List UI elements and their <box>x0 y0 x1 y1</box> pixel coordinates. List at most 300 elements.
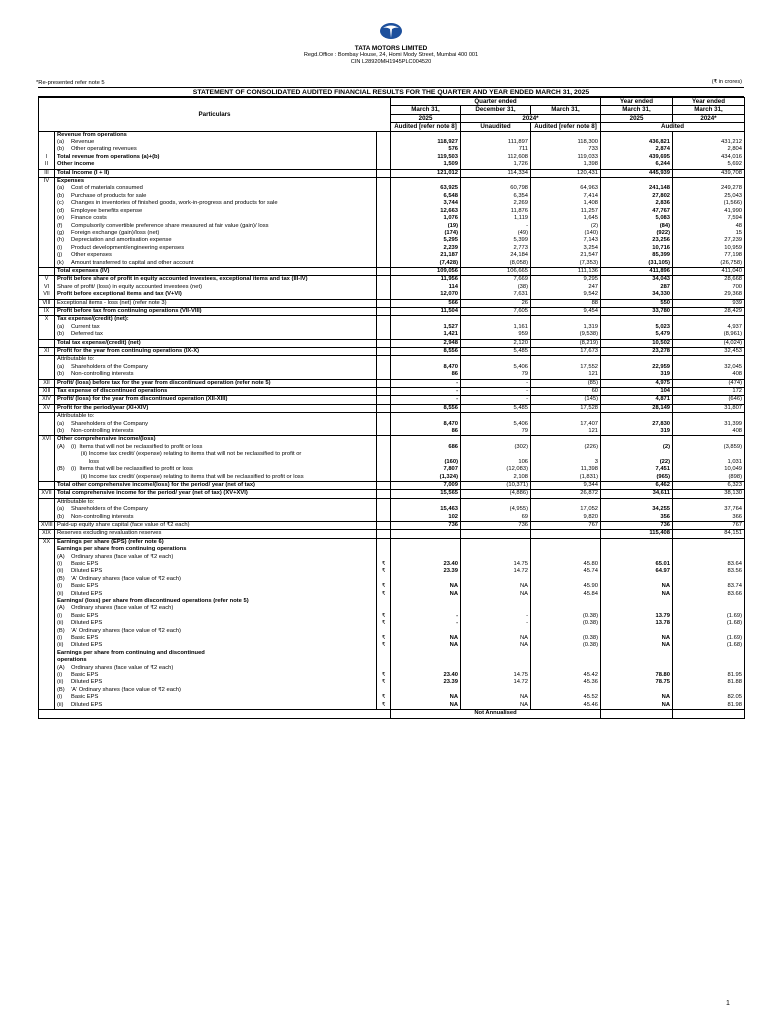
row-number <box>39 702 55 710</box>
row-number <box>39 554 55 561</box>
value-cell: (1,566) <box>673 200 745 207</box>
row-sub-label: (d) <box>57 207 65 214</box>
table-row <box>39 371 745 379</box>
value-cell: 83.74 <box>673 583 745 590</box>
value-cell: 47,767 <box>601 208 673 215</box>
value-cell: (302) <box>461 444 531 451</box>
currency-symbol <box>377 598 391 605</box>
currency-symbol <box>377 687 391 694</box>
currency-symbol <box>377 284 391 291</box>
value-cell: 17,673 <box>531 348 601 356</box>
value-cell <box>601 538 673 546</box>
table-row <box>39 267 745 275</box>
currency-symbol <box>377 131 391 139</box>
value-cell <box>601 605 673 612</box>
table-row <box>39 481 745 489</box>
value-cell: (4,886) <box>461 490 531 498</box>
table-row <box>39 591 745 598</box>
row-sub-label: (b) <box>57 331 65 338</box>
value-cell: 7,594 <box>673 215 745 222</box>
row-number <box>39 687 55 694</box>
table-row <box>39 307 745 315</box>
row-label-text: Finance costs <box>71 215 107 222</box>
value-cell: 576 <box>391 146 461 153</box>
row-label: Total other comprehensive income/(loss) for the period/ year (net of tax) <box>55 481 377 489</box>
value-cell: 17,528 <box>531 404 601 412</box>
row-label-text: Revenue <box>71 139 95 146</box>
value-cell <box>461 316 531 324</box>
row-number: XIII <box>39 388 55 396</box>
table-row <box>39 208 745 215</box>
value-cell <box>531 628 601 635</box>
row-label: Expenses <box>55 178 377 186</box>
row-label-text: Amount transferred to capital and other account <box>71 259 194 266</box>
statement-title: STATEMENT OF CONSOLIDATED AUDITED FINANCIAL RESULTS FOR THE QUARTER AND YEAR ENDED MARCH 31, 2025 <box>38 87 744 97</box>
row-number <box>39 620 55 627</box>
value-cell <box>391 657 461 664</box>
currency-symbol <box>377 324 391 331</box>
col5-date: March 31, <box>673 106 745 114</box>
col3-date: March 31, <box>531 106 601 114</box>
value-cell: 2,120 <box>461 339 531 347</box>
value-cell: 114,334 <box>461 169 531 177</box>
value-cell: - <box>391 396 461 404</box>
row-number <box>39 237 55 244</box>
value-cell <box>673 687 745 694</box>
table-row <box>39 237 745 244</box>
table-row <box>39 223 745 230</box>
col5-year: 2024* <box>673 114 745 122</box>
value-cell <box>673 316 745 324</box>
value-cell: 439,695 <box>601 154 673 161</box>
value-cell: 65.01 <box>601 561 673 568</box>
currency-symbol <box>377 267 391 275</box>
table-row <box>39 514 745 522</box>
currency-symbol <box>377 154 391 161</box>
value-cell: 14.75 <box>461 672 531 679</box>
row-label-text: Changes in inventories of finished goods, work-in-progress and products for sale <box>71 200 278 207</box>
row-number <box>39 146 55 153</box>
value-cell: - <box>461 223 531 230</box>
row-label <box>55 583 377 590</box>
table-row <box>39 260 745 268</box>
row-label-text: Diluted EPS <box>71 679 103 686</box>
row-label-text: loss <box>71 458 100 465</box>
value-cell <box>461 687 531 694</box>
value-cell: 23.40 <box>391 561 461 568</box>
value-cell: 84,151 <box>673 530 745 538</box>
value-cell <box>673 657 745 664</box>
value-cell: 959 <box>461 331 531 339</box>
value-cell: 1,527 <box>391 324 461 331</box>
value-cell: 10,716 <box>601 245 673 252</box>
currency-symbol <box>377 356 391 364</box>
value-cell: 85,399 <box>601 252 673 259</box>
value-cell <box>673 605 745 612</box>
row-number <box>39 672 55 679</box>
value-cell: 64,963 <box>531 185 601 192</box>
value-cell: 45.46 <box>531 702 601 710</box>
row-number: V <box>39 276 55 284</box>
value-cell: (174) <box>391 230 461 237</box>
currency-symbol <box>377 193 391 200</box>
row-label <box>55 514 377 522</box>
table-row <box>39 230 745 237</box>
value-cell: - <box>461 613 531 620</box>
row-sub-label: (g) <box>57 229 65 236</box>
value-cell: 8,556 <box>391 348 461 356</box>
value-cell <box>391 650 461 657</box>
table-row <box>39 650 745 657</box>
value-cell <box>461 598 531 605</box>
footnote: *Re-presented refer note 5 <box>36 80 105 86</box>
value-cell: 5,485 <box>461 348 531 356</box>
value-cell <box>391 436 461 444</box>
value-cell <box>601 436 673 444</box>
row-number <box>39 444 55 451</box>
value-cell: 7,807 <box>391 466 461 473</box>
row-number <box>39 428 55 436</box>
row-number <box>39 185 55 192</box>
table-row <box>39 215 745 222</box>
value-cell: 5,692 <box>673 161 745 169</box>
value-cell: (9,538) <box>531 331 601 339</box>
value-cell: 411,040 <box>673 267 745 275</box>
row-sub-label: (A) <box>57 664 65 671</box>
value-cell: 21,187 <box>391 252 461 259</box>
row-sub-label: (i) <box>57 672 63 679</box>
value-cell <box>531 598 601 605</box>
row-label <box>55 193 377 200</box>
value-cell: 2,874 <box>601 146 673 153</box>
currency-symbol <box>377 421 391 428</box>
value-cell: (160) <box>391 459 461 466</box>
currency-symbol <box>377 169 391 177</box>
value-cell: (0.38) <box>531 620 601 627</box>
row-sub-label: (b) <box>57 428 65 435</box>
value-cell: NA <box>461 702 531 710</box>
value-cell <box>391 538 461 546</box>
value-cell <box>673 665 745 672</box>
row-label <box>55 554 377 561</box>
row-label-text: Deferred tax <box>71 331 103 338</box>
value-cell: - <box>461 379 531 387</box>
year-ended-header-2: Year ended <box>673 98 745 106</box>
value-cell: (646) <box>673 396 745 404</box>
value-cell: NA <box>601 635 673 642</box>
row-label-text: Purchase of products for sale <box>71 192 147 199</box>
currency-symbol <box>377 474 391 482</box>
row-label-text: Current tax <box>71 323 100 330</box>
value-cell: (4,955) <box>461 506 531 513</box>
value-cell <box>391 628 461 635</box>
value-cell <box>391 131 461 139</box>
value-cell: 82.05 <box>673 694 745 701</box>
value-cell <box>673 131 745 139</box>
value-cell: 114 <box>391 284 461 291</box>
value-cell: 86 <box>391 428 461 436</box>
row-number <box>39 356 55 364</box>
row-sub-label: (b) <box>57 192 65 199</box>
value-cell: 12,070 <box>391 291 461 299</box>
value-cell <box>673 356 745 364</box>
value-cell: - <box>461 388 531 396</box>
value-cell: - <box>391 613 461 620</box>
row-label <box>55 702 377 710</box>
value-cell: 2,773 <box>461 245 531 252</box>
value-cell: 4,975 <box>601 379 673 387</box>
value-cell: (965) <box>601 474 673 482</box>
value-cell: 7,009 <box>391 481 461 489</box>
row-number: XX <box>39 538 55 546</box>
currency-symbol <box>377 223 391 230</box>
value-cell <box>531 546 601 553</box>
currency-symbol <box>377 506 391 513</box>
table-row <box>39 324 745 331</box>
row-number <box>39 193 55 200</box>
value-cell <box>673 413 745 421</box>
row-number <box>39 474 55 482</box>
value-cell: 24,184 <box>461 252 531 259</box>
row-label: Profit for the period/year (XI+XIV) <box>55 404 377 412</box>
value-cell <box>391 605 461 612</box>
currency-symbol <box>377 348 391 356</box>
table-row <box>39 576 745 583</box>
row-label: Attributable to: <box>55 498 377 506</box>
value-cell: 5,399 <box>461 237 531 244</box>
row-label: Profit before exceptional items and tax (V+VI) <box>55 291 377 299</box>
value-cell: 5,406 <box>461 364 531 371</box>
currency-symbol <box>377 371 391 379</box>
currency-symbol <box>377 276 391 284</box>
value-cell: (0.38) <box>531 642 601 649</box>
value-cell: 2,804 <box>673 146 745 153</box>
row-label <box>55 561 377 568</box>
row-label-text: Diluted EPS <box>71 642 103 649</box>
value-cell <box>391 546 461 553</box>
currency-symbol <box>377 339 391 347</box>
value-cell: 111,136 <box>531 267 601 275</box>
value-cell: (898) <box>673 474 745 482</box>
table-row <box>39 459 745 466</box>
table-row <box>39 620 745 627</box>
value-cell <box>673 538 745 546</box>
row-label-text: Cost of materials consumed <box>71 185 143 192</box>
value-cell: (49) <box>461 230 531 237</box>
value-cell: 1,421 <box>391 331 461 339</box>
currency-symbol <box>377 490 391 498</box>
row-sub-label: (e) <box>57 215 65 222</box>
value-cell: 2,836 <box>601 200 673 207</box>
value-cell: 32,453 <box>673 348 745 356</box>
row-label <box>55 474 377 482</box>
value-cell <box>531 178 601 186</box>
value-cell: 6,354 <box>461 193 531 200</box>
table-row <box>39 628 745 635</box>
value-cell: 13.79 <box>601 613 673 620</box>
value-cell: 5,023 <box>601 324 673 331</box>
value-cell: 28,668 <box>673 276 745 284</box>
value-cell: 7,414 <box>531 193 601 200</box>
row-label <box>55 679 377 686</box>
currency-symbol <box>377 139 391 146</box>
value-cell: 106 <box>461 459 531 466</box>
row-number: XI <box>39 348 55 356</box>
value-cell: 686 <box>391 444 461 451</box>
particulars-header: Particulars <box>39 98 391 132</box>
currency-symbol <box>377 388 391 396</box>
value-cell: 15 <box>673 230 745 237</box>
row-label: Total tax expense/(credit) (net) <box>55 339 377 347</box>
table-row <box>39 154 745 161</box>
row-label <box>55 466 377 473</box>
value-cell: 34,043 <box>601 276 673 284</box>
value-cell: 17,407 <box>531 421 601 428</box>
value-cell <box>461 131 531 139</box>
row-label <box>55 672 377 679</box>
value-cell: NA <box>461 591 531 598</box>
value-cell <box>461 451 531 458</box>
row-label-text: Compulsorily convertible preference share measured at fair value (gain)/ loss <box>71 222 269 229</box>
value-cell: 3 <box>531 459 601 466</box>
row-number <box>39 131 55 139</box>
value-cell: 118,927 <box>391 139 461 146</box>
value-cell: 48 <box>673 223 745 230</box>
currency-symbol: ₹ <box>377 642 391 649</box>
value-cell: 33,780 <box>601 307 673 315</box>
row-sub-label: (i) <box>57 560 63 567</box>
row-number <box>39 413 55 421</box>
value-cell: 9,454 <box>531 307 601 315</box>
row-sub-label: (i) <box>57 635 63 642</box>
row-number <box>39 466 55 473</box>
value-cell: NA <box>391 642 461 649</box>
row-label: operations <box>55 657 377 664</box>
currency-symbol <box>377 316 391 324</box>
value-cell: 1,119 <box>461 215 531 222</box>
value-cell: 1,408 <box>531 200 601 207</box>
currency-symbol <box>377 521 391 529</box>
currency-symbol <box>377 396 391 404</box>
row-label-text: Basic EPS <box>71 583 99 590</box>
value-cell: (3,859) <box>673 444 745 451</box>
currency-symbol <box>377 665 391 672</box>
value-cell <box>531 436 601 444</box>
row-number <box>39 679 55 686</box>
row-label-text: Ordinary shares (face value of ₹2 each) <box>71 553 174 560</box>
row-label-text: Shareholders of the Company <box>71 420 149 427</box>
row-number <box>39 546 55 553</box>
value-cell <box>391 178 461 186</box>
row-sub-label: (c) <box>57 200 64 207</box>
row-sub-label: (b) <box>57 146 65 153</box>
row-number <box>39 139 55 146</box>
value-cell: 5,406 <box>461 421 531 428</box>
row-label: Earnings/ (loss) per share from discontinued operations (refer note 5) <box>55 598 377 605</box>
value-cell <box>391 451 461 458</box>
table-row <box>39 146 745 153</box>
value-cell: 23,256 <box>601 237 673 244</box>
row-number <box>39 657 55 664</box>
currency-symbol: ₹ <box>377 583 391 590</box>
currency-symbol <box>377 245 391 252</box>
row-label-text: Basic EPS <box>71 560 99 567</box>
row-number <box>39 223 55 230</box>
value-cell: 31,807 <box>673 404 745 412</box>
table-row <box>39 436 745 444</box>
row-number <box>39 252 55 259</box>
value-cell: 83.56 <box>673 568 745 575</box>
row-number <box>39 498 55 506</box>
value-cell <box>391 576 461 583</box>
row-sub-label: (a) <box>57 323 65 330</box>
row-label <box>55 252 377 259</box>
table-row <box>39 185 745 192</box>
currency-symbol <box>377 215 391 222</box>
table-row <box>39 466 745 473</box>
value-cell: 121 <box>531 371 601 379</box>
row-number <box>39 371 55 379</box>
row-label <box>55 459 377 466</box>
table-row <box>39 339 745 347</box>
value-cell: 23.40 <box>391 672 461 679</box>
row-sub-label: (i) <box>57 612 63 619</box>
currency-symbol <box>377 364 391 371</box>
currency-symbol <box>377 260 391 268</box>
value-cell: 5,485 <box>461 404 531 412</box>
value-cell: 1,645 <box>531 215 601 222</box>
value-cell <box>461 498 531 506</box>
row-label: Earnings per share from continuing and discontinued <box>55 650 377 657</box>
row-label <box>55 260 377 268</box>
table-row <box>39 490 745 498</box>
row-number <box>39 230 55 237</box>
value-cell: NA <box>391 591 461 598</box>
row-label <box>55 576 377 583</box>
currency-symbol: ₹ <box>377 591 391 598</box>
row-sub-label: (h) <box>57 237 65 244</box>
value-cell <box>601 650 673 657</box>
row-sub-label: (a) <box>57 506 65 513</box>
currency-symbol <box>377 299 391 307</box>
col2-date: December 31, <box>461 106 531 114</box>
row-number <box>39 324 55 331</box>
value-cell <box>391 554 461 561</box>
value-cell: (4,024) <box>673 339 745 347</box>
value-cell: 45.52 <box>531 694 601 701</box>
value-cell: 566 <box>391 299 461 307</box>
row-label-text: Ordinary shares (face value of ₹2 each) <box>71 605 174 612</box>
value-cell: 22,959 <box>601 364 673 371</box>
value-cell: 78.75 <box>601 679 673 686</box>
value-cell: NA <box>601 694 673 701</box>
value-cell: 120,431 <box>531 169 601 177</box>
row-label <box>55 694 377 701</box>
currency-symbol: ₹ <box>377 702 391 710</box>
value-cell <box>461 657 531 664</box>
value-cell <box>461 650 531 657</box>
row-sub-label: (ii) <box>57 590 64 597</box>
value-cell: (1,324) <box>391 474 461 482</box>
row-label: Earnings per share (EPS) (refer note 6) <box>55 538 377 546</box>
value-cell: 79 <box>461 371 531 379</box>
value-cell: 5,479 <box>601 331 673 339</box>
row-number: IV <box>39 178 55 186</box>
currency-symbol <box>377 481 391 489</box>
value-cell <box>531 554 601 561</box>
value-cell <box>531 356 601 364</box>
value-cell: (0.38) <box>531 613 601 620</box>
